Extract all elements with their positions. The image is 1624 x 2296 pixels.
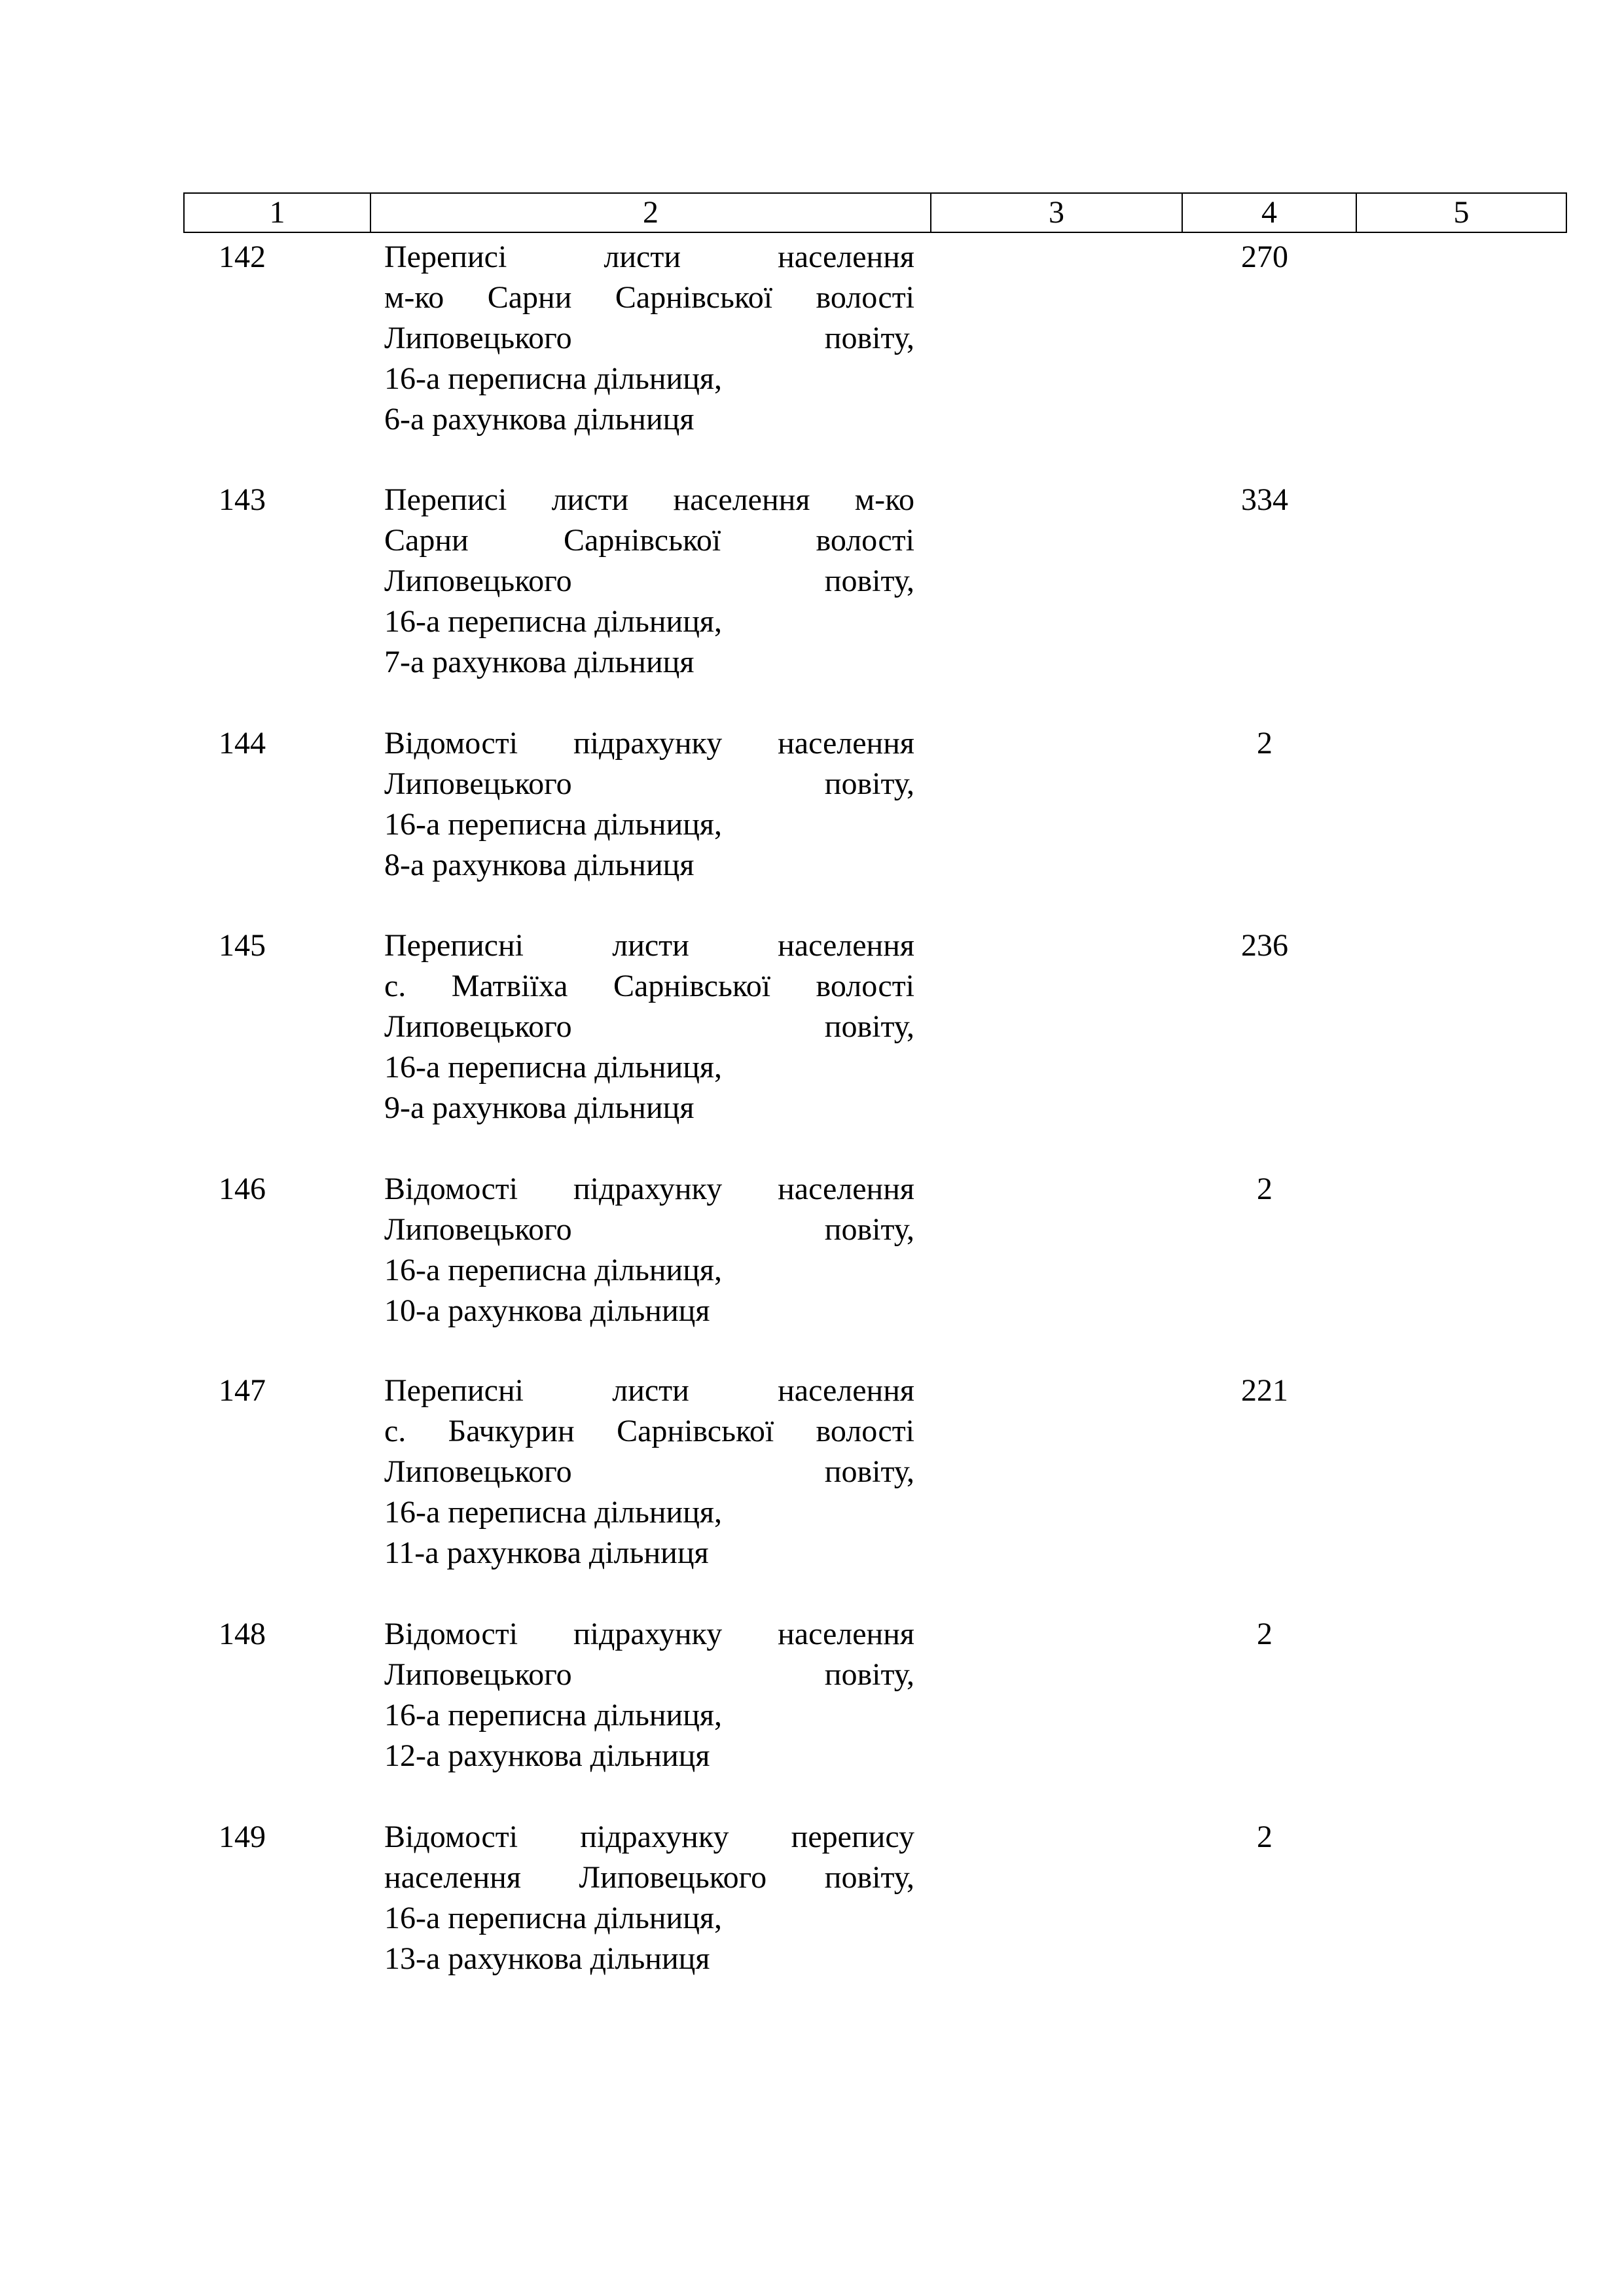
entry-description-line: Липовецького повіту,: [384, 1009, 914, 1044]
entry-sheet-count: 2: [1257, 1172, 1272, 1206]
entry-description-line: 7-а рахункова дільниця: [384, 645, 695, 679]
entry-description-line: 16-а переписна дільниця,: [384, 1698, 722, 1732]
entry-description-line: 16-а переписна дільниця,: [384, 361, 722, 396]
entry-description-line: Переписні листи населення: [384, 928, 914, 963]
entry-description-line: Відомості підрахунку перепису: [384, 1820, 914, 1854]
column-header-3: 3: [931, 193, 1182, 232]
entry-number: 144: [219, 726, 266, 761]
entry-description-line: 12-а рахункова дільниця: [384, 1738, 710, 1773]
entry-description-line: 16-а переписна дільниця,: [384, 1495, 722, 1530]
entry-number: 142: [219, 240, 266, 274]
entry-description-line: с. Бачкурин Сарнівської волості: [384, 1414, 914, 1448]
entry-description-line: 16-а переписна дільниця,: [384, 1050, 722, 1085]
entry-sheet-count: 236: [1241, 928, 1288, 963]
entry-description-line: 11-а рахункова дільниця: [384, 1535, 709, 1570]
entry-description-line: Липовецького повіту,: [384, 1454, 914, 1489]
column-header-4: 4: [1182, 193, 1356, 232]
entry-description: [384, 1371, 914, 1573]
entry-description-line: Відомості підрахунку населення: [384, 1172, 914, 1206]
entry-description-line: 16-а переписна дільниця,: [384, 1901, 722, 1935]
entry-description: [384, 1817, 914, 1979]
entry-description: [384, 237, 914, 440]
entry-description-line: 16-а переписна дільниця,: [384, 1253, 722, 1287]
entry-description-line: 16-а переписна дільниця,: [384, 604, 722, 639]
entry-description-line: Відомості підрахунку населення: [384, 1617, 914, 1651]
entry-description: [384, 1614, 914, 1776]
column-header-5: 5: [1356, 193, 1566, 232]
entry-description-line: Переписі листи населення м-ко: [384, 482, 914, 517]
entry-description-line: Липовецького повіту,: [384, 321, 914, 355]
entry-number: 147: [219, 1373, 266, 1408]
entry-description: [384, 1169, 914, 1331]
entry-number: 149: [219, 1820, 266, 1854]
entry-description-line: Липовецького повіту,: [384, 1212, 914, 1247]
entry-description-line: 9-а рахункова дільниця: [384, 1090, 695, 1125]
entry-description: [384, 480, 914, 683]
entry-description: [384, 925, 914, 1128]
entry-description-line: Переписні листи населення: [384, 1373, 914, 1408]
entry-number: 148: [219, 1617, 266, 1651]
entry-sheet-count: 2: [1257, 726, 1272, 761]
entry-description-line: 16-а переписна дільниця,: [384, 807, 722, 842]
entry-sheet-count: 270: [1241, 240, 1288, 274]
column-header-2: 2: [370, 193, 931, 232]
entry-description-line: Переписі листи населення: [384, 240, 914, 274]
entry-description-line: Сарни Сарнівської волості: [384, 523, 914, 558]
entry-description-line: м-ко Сарни Сарнівської волості: [384, 280, 914, 315]
entry-number: 143: [219, 482, 266, 517]
entry-sheet-count: 2: [1257, 1820, 1272, 1854]
entry-description-line: 10-а рахункова дільниця: [384, 1293, 710, 1328]
entry-description: [384, 723, 914, 886]
entry-description-line: Відомості підрахунку населення: [384, 726, 914, 761]
column-header-1: 1: [184, 193, 370, 232]
entry-sheet-count: 334: [1241, 482, 1288, 517]
entry-description-line: 13-а рахункова дільниця: [384, 1941, 710, 1976]
entry-sheet-count: 221: [1241, 1373, 1288, 1408]
entry-description-line: населення Липовецького повіту,: [384, 1860, 914, 1895]
entry-description-line: Липовецького повіту,: [384, 564, 914, 598]
entry-description-line: Липовецького повіту,: [384, 1657, 914, 1692]
entry-number: 145: [219, 928, 266, 963]
entry-description-line: 6-а рахункова дільниця: [384, 402, 695, 437]
entry-description-line: Липовецького повіту,: [384, 766, 914, 801]
entry-number: 146: [219, 1172, 266, 1206]
entry-description-line: с. Матвіїха Сарнівської волості: [384, 969, 914, 1003]
entry-sheet-count: 2: [1257, 1617, 1272, 1651]
entry-description-line: 8-а рахункова дільниця: [384, 848, 695, 882]
